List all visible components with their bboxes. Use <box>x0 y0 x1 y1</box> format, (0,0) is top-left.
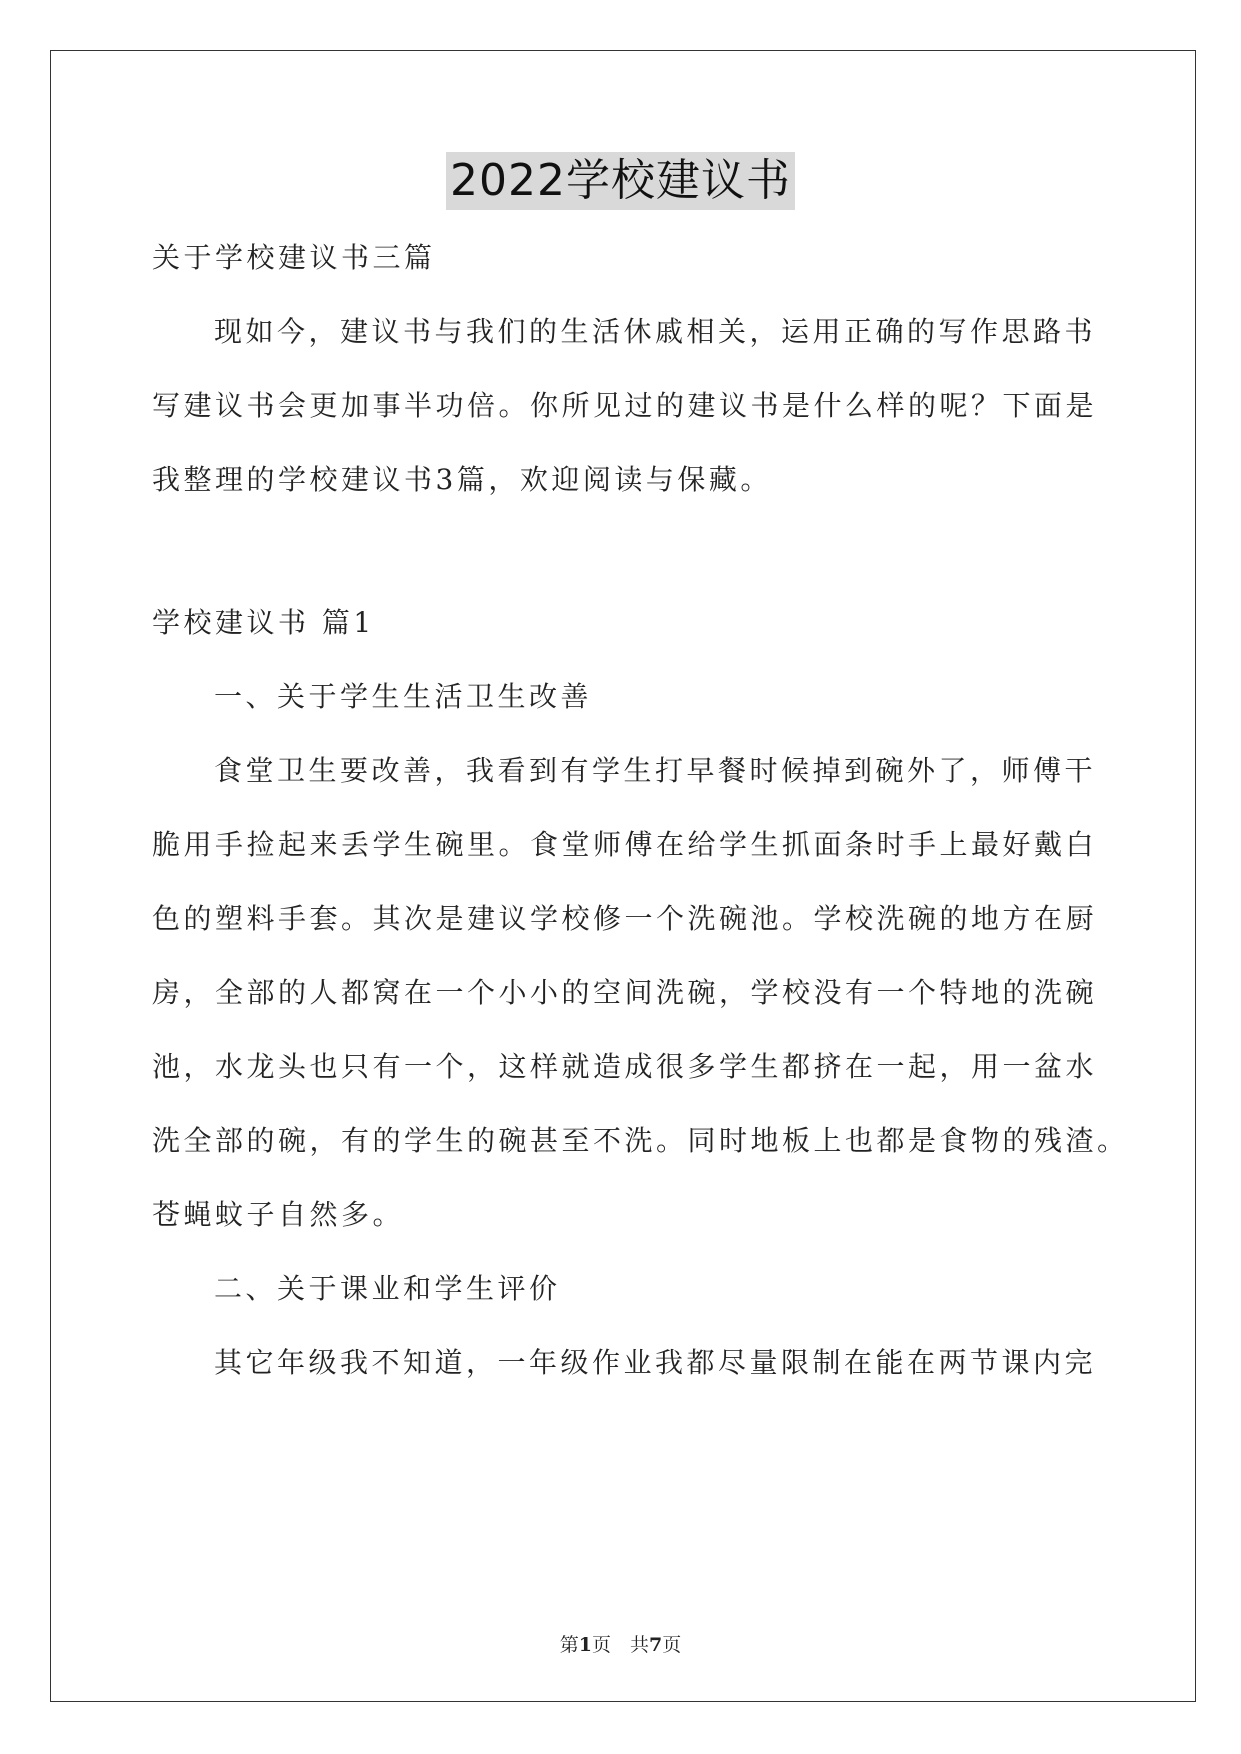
footer-page-total: 7 <box>649 1634 663 1656</box>
point2-line-1: 其它年级我不知道，一年级作业我都尽量限制在能在两节课内完 <box>214 1346 1097 1379</box>
footer-page-current: 1 <box>578 1634 592 1656</box>
point2-heading: 二、关于课业和学生评价 <box>214 1272 561 1305</box>
footer-page-prefix: 第 <box>559 1634 579 1656</box>
point1-line-4: 房，全部的人都窝在一个小小的空间洗碗，学校没有一个特地的洗碗 <box>152 976 1098 1009</box>
section-heading: 学校建议书 篇1 <box>152 606 375 639</box>
intro-line-3: 我整理的学校建议书3篇，欢迎阅读与保藏。 <box>152 463 772 496</box>
document-title: 2022学校建议书 <box>446 152 795 210</box>
document-subtitle: 关于学校建议书三篇 <box>152 241 436 274</box>
point1-heading: 一、关于学生生活卫生改善 <box>214 680 593 713</box>
page-footer <box>0 1630 1241 1657</box>
point1-line-3: 色的塑料手套。其次是建议学校修一个洗碗池。学校洗碗的地方在厨 <box>152 902 1098 935</box>
title-wrap <box>0 152 1241 210</box>
footer-page-mid: 页 共 <box>591 1634 649 1656</box>
point1-line-6: 洗全部的碗，有的学生的碗甚至不洗。同时地板上也都是食物的残渣。 <box>152 1124 1129 1157</box>
point1-line-1: 食堂卫生要改善，我看到有学生打早餐时候掉到碗外了，师傅干 <box>214 754 1097 787</box>
point1-line-2: 脆用手捡起来丢学生碗里。食堂师傅在给学生抓面条时手上最好戴白 <box>152 828 1098 861</box>
footer-page-suffix: 页 <box>662 1634 682 1656</box>
page-border <box>50 50 1196 1702</box>
intro-line-1: 现如今，建议书与我们的生活休戚相关，运用正确的写作思路书 <box>214 315 1097 348</box>
point1-line-7: 苍蝇蚊子自然多。 <box>152 1198 405 1231</box>
point1-line-5: 池，水龙头也只有一个，这样就造成很多学生都挤在一起，用一盆水 <box>152 1050 1098 1083</box>
intro-line-2: 写建议书会更加事半功倍。你所见过的建议书是什么样的呢？下面是 <box>152 389 1098 422</box>
